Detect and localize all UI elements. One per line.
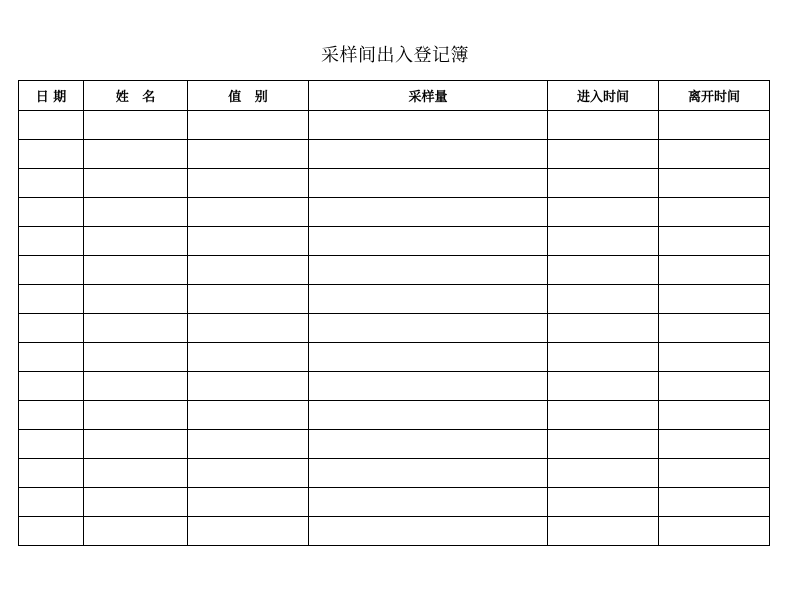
- page-title: 采样间出入登记簿: [321, 45, 469, 66]
- table-row: [19, 198, 770, 227]
- name-cell[interactable]: [84, 169, 188, 198]
- sample-amount-cell[interactable]: [309, 285, 548, 314]
- entry-time-cell[interactable]: [548, 401, 659, 430]
- shift-cell[interactable]: [188, 430, 309, 459]
- name-cell[interactable]: [84, 285, 188, 314]
- shift-cell[interactable]: [188, 140, 309, 169]
- sample-amount-cell[interactable]: [309, 343, 548, 372]
- table-row: [19, 343, 770, 372]
- exit-time-cell[interactable]: [659, 430, 770, 459]
- table-row: [19, 169, 770, 198]
- sample-amount-cell[interactable]: [309, 372, 548, 401]
- date-cell[interactable]: [19, 343, 84, 372]
- name-cell[interactable]: [84, 111, 188, 140]
- sample-amount-cell[interactable]: [309, 517, 548, 546]
- sample-amount-cell[interactable]: [309, 401, 548, 430]
- table-row: [19, 140, 770, 169]
- entry-time-cell[interactable]: [548, 256, 659, 285]
- entry-time-cell[interactable]: [548, 372, 659, 401]
- column-header-entry-time: 进入时间: [548, 81, 659, 111]
- exit-time-cell[interactable]: [659, 343, 770, 372]
- table-row: [19, 256, 770, 285]
- name-cell[interactable]: [84, 140, 188, 169]
- entry-time-cell[interactable]: [548, 285, 659, 314]
- date-cell[interactable]: [19, 459, 84, 488]
- shift-cell[interactable]: [188, 401, 309, 430]
- name-cell[interactable]: [84, 227, 188, 256]
- date-cell[interactable]: [19, 488, 84, 517]
- exit-time-cell[interactable]: [659, 111, 770, 140]
- sample-amount-cell[interactable]: [309, 169, 548, 198]
- table-row: [19, 285, 770, 314]
- sample-amount-cell[interactable]: [309, 256, 548, 285]
- entry-time-cell[interactable]: [548, 488, 659, 517]
- table-row: [19, 459, 770, 488]
- sample-amount-cell[interactable]: [309, 488, 548, 517]
- shift-cell[interactable]: [188, 111, 309, 140]
- name-cell[interactable]: [84, 517, 188, 546]
- date-cell[interactable]: [19, 256, 84, 285]
- table-row: [19, 488, 770, 517]
- table-body: [19, 111, 770, 546]
- shift-cell[interactable]: [188, 227, 309, 256]
- exit-time-cell[interactable]: [659, 227, 770, 256]
- name-cell[interactable]: [84, 256, 188, 285]
- shift-cell[interactable]: [188, 488, 309, 517]
- date-cell[interactable]: [19, 430, 84, 459]
- exit-time-cell[interactable]: [659, 140, 770, 169]
- entry-time-cell[interactable]: [548, 198, 659, 227]
- exit-time-cell[interactable]: [659, 401, 770, 430]
- exit-time-cell[interactable]: [659, 198, 770, 227]
- shift-cell[interactable]: [188, 372, 309, 401]
- shift-cell[interactable]: [188, 256, 309, 285]
- name-cell[interactable]: [84, 430, 188, 459]
- date-cell[interactable]: [19, 372, 84, 401]
- exit-time-cell[interactable]: [659, 285, 770, 314]
- table-row: [19, 111, 770, 140]
- date-cell[interactable]: [19, 314, 84, 343]
- table-row: [19, 372, 770, 401]
- date-cell[interactable]: [19, 517, 84, 546]
- exit-time-cell[interactable]: [659, 169, 770, 198]
- column-header-name: 姓 名: [84, 81, 188, 111]
- sample-amount-cell[interactable]: [309, 140, 548, 169]
- exit-time-cell[interactable]: [659, 256, 770, 285]
- name-cell[interactable]: [84, 198, 188, 227]
- shift-cell[interactable]: [188, 285, 309, 314]
- sample-amount-cell[interactable]: [309, 459, 548, 488]
- date-cell[interactable]: [19, 140, 84, 169]
- entry-time-cell[interactable]: [548, 459, 659, 488]
- exit-time-cell[interactable]: [659, 488, 770, 517]
- entry-time-cell[interactable]: [548, 169, 659, 198]
- table-row: [19, 517, 770, 546]
- exit-time-cell[interactable]: [659, 517, 770, 546]
- sample-amount-cell[interactable]: [309, 430, 548, 459]
- date-cell[interactable]: [19, 401, 84, 430]
- column-header-sample-amount: 采样量: [309, 81, 548, 111]
- sample-amount-cell[interactable]: [309, 198, 548, 227]
- sample-amount-cell[interactable]: [309, 111, 548, 140]
- sample-amount-cell[interactable]: [309, 227, 548, 256]
- date-cell[interactable]: [19, 285, 84, 314]
- date-cell[interactable]: [19, 198, 84, 227]
- table-row: [19, 401, 770, 430]
- name-cell[interactable]: [84, 488, 188, 517]
- name-cell[interactable]: [84, 401, 188, 430]
- exit-time-cell[interactable]: [659, 372, 770, 401]
- entry-time-cell[interactable]: [548, 227, 659, 256]
- shift-cell[interactable]: [188, 314, 309, 343]
- exit-time-cell[interactable]: [659, 459, 770, 488]
- shift-cell[interactable]: [188, 343, 309, 372]
- shift-cell[interactable]: [188, 459, 309, 488]
- shift-cell[interactable]: [188, 169, 309, 198]
- name-cell[interactable]: [84, 314, 188, 343]
- date-cell[interactable]: [19, 227, 84, 256]
- date-cell[interactable]: [19, 169, 84, 198]
- entry-time-cell[interactable]: [548, 111, 659, 140]
- column-header-shift: 值 别: [188, 81, 309, 111]
- entry-time-cell[interactable]: [548, 343, 659, 372]
- entry-time-cell[interactable]: [548, 314, 659, 343]
- table-row: [19, 430, 770, 459]
- name-cell[interactable]: [84, 343, 188, 372]
- shift-cell[interactable]: [188, 517, 309, 546]
- date-cell[interactable]: [19, 111, 84, 140]
- entry-time-cell[interactable]: [548, 140, 659, 169]
- name-cell[interactable]: [84, 459, 188, 488]
- entry-exit-log-table: [18, 80, 770, 546]
- column-header-exit-time: 离开时间: [659, 81, 770, 111]
- table-header-row: [19, 81, 770, 111]
- entry-time-cell[interactable]: [548, 430, 659, 459]
- table-row: [19, 227, 770, 256]
- column-header-date: 日 期: [19, 81, 84, 111]
- entry-time-cell[interactable]: [548, 517, 659, 546]
- table-row: [19, 314, 770, 343]
- shift-cell[interactable]: [188, 198, 309, 227]
- exit-time-cell[interactable]: [659, 314, 770, 343]
- sample-amount-cell[interactable]: [309, 314, 548, 343]
- name-cell[interactable]: [84, 372, 188, 401]
